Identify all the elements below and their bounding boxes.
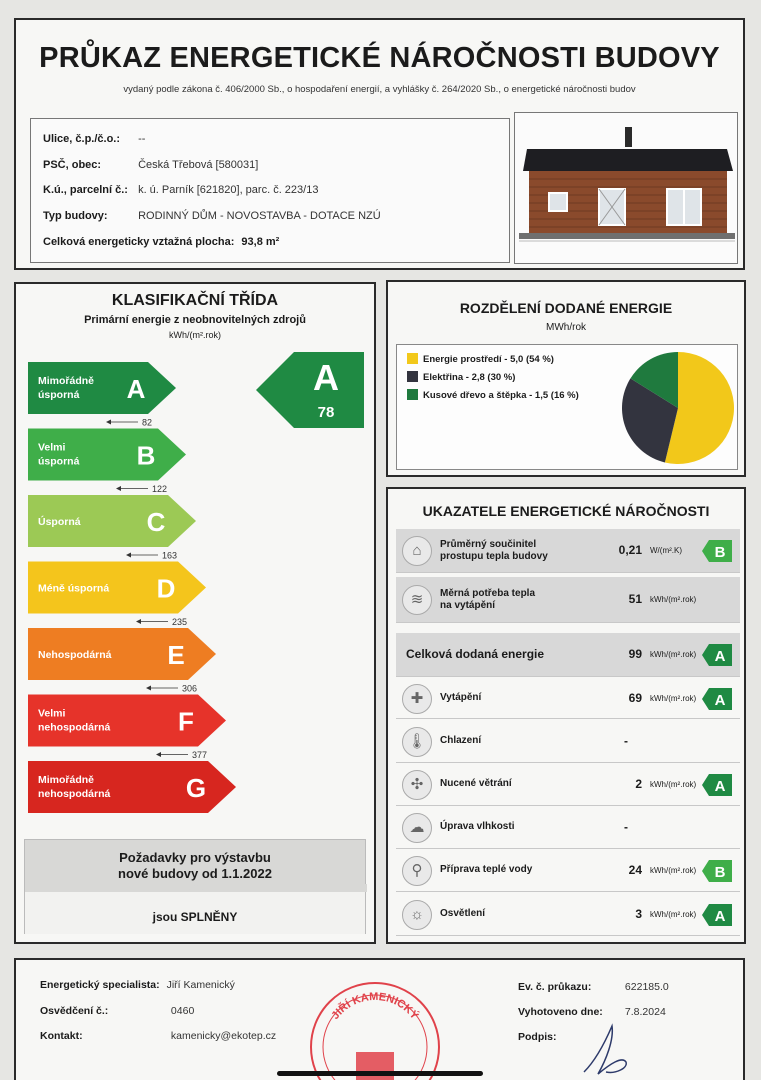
class-label: úsporná [38,389,80,401]
registration-value: 622185.0 [624,981,669,993]
indicator-class-badge [702,540,732,562]
city-value: Česká Třebová [580031] [138,159,259,171]
legend-item-wood [407,389,579,401]
stamp-text: JIŘÍ KAMENICKÝ [329,990,421,1022]
class-arrow-e [28,628,216,680]
class-letter: A [126,374,146,404]
building-type-value: RODINNÝ DŮM - NOVOSTAVBA - DOTACE NZÚ [138,210,381,222]
certificate-footer [14,958,745,1080]
indicator-unit: W/(m².K) [650,546,682,555]
indicator-row [396,807,740,849]
issue-date-row [518,1006,666,1018]
indicator-label-line: Osvětlení [440,908,486,919]
signature-row [518,1031,557,1043]
indicator-unit: kWh/(m².rok) [650,910,697,919]
class-limit [106,418,152,428]
indicator-value: - [624,734,628,748]
specialist-value: Jiří Kamenický [166,979,235,991]
indicators-title: UKAZATELE ENERGETICKÉ NÁROČNOSTI [422,503,710,519]
parcel-value: k. ú. Parník [621820], parc. č. 223/13 [138,184,319,196]
indicator-unit: kWh/(m².rok) [650,866,697,875]
indicator-label [440,588,535,612]
legend-label: Elektřina - 2,8 (30 %) [423,372,516,383]
class-limit-value: 82 [142,417,153,428]
class-label: Velmi [38,707,66,720]
class-arrow-g [28,761,236,813]
issue-date-label: Vyhotoveno dne: [518,1006,603,1018]
indicator-unit: kWh/(m².rok) [650,694,697,703]
classification-panel [14,282,376,944]
specialist-row [40,979,235,991]
indicator-class-letter: A [714,908,726,925]
class-letter: C [146,507,166,537]
result-class-arrow [256,352,364,428]
class-label: Nehospodárná [38,649,112,661]
specialist-stamp [308,980,442,1080]
heat-demand-icon: ≋ [402,585,432,615]
class-letter: F [178,706,194,737]
lightbulb-icon: ☼ [402,900,432,930]
indicator-class-letter: A [714,692,726,709]
document-subtitle: vydaný podle zákona č. 406/2000 Sb., o hospodaření energií, a vyhlášky č. 264/2020 Sb., o energetické náročnosti budov [123,84,636,95]
energy-class-scale [16,284,374,839]
certificate-number-row [40,1005,194,1017]
indicator-label-line: Vytápění [440,692,482,703]
indicator-label [440,692,481,704]
legend-swatch [407,389,418,400]
class-arrow-c [28,495,196,547]
certificate-number-label: Osvědčení č.: [40,1005,109,1017]
class-letter: B [136,440,156,471]
legend-label: Energie prostředí - 5,0 (54 %) [423,354,554,365]
indicator-label-line: Měrná potřeba tepla [440,588,536,599]
contact-label: Kontakt: [40,1030,83,1042]
indicator-row [396,764,740,806]
distribution-pie [619,349,737,467]
fan-icon: ✣ [402,770,432,800]
street-row [43,133,145,145]
class-label: Úsporná [38,516,81,528]
address-panel [30,118,510,263]
indicator-row [396,679,740,719]
home-indicator [277,1071,483,1076]
indicator-label-line: Průměrný součinitel [440,539,537,550]
building-type-row [43,210,381,222]
class-limit [156,750,207,760]
house-icon: ⌂ [402,536,432,566]
legend-item-electricity [407,371,515,383]
class-letter: G [185,773,207,803]
legend-item-environment [407,353,554,365]
class-limit-value: 163 [162,550,178,561]
requirements-box [24,839,366,934]
class-label: nehospodárná [38,721,111,734]
area-label: Celková energeticky vztažná plocha: [43,236,235,248]
contact-value: kamenicky@ekotep.cz [170,1030,277,1042]
indicator-unit: kWh/(m².rok) [650,780,697,789]
indicator-class-badge [702,644,732,666]
indicator-label [440,864,532,876]
requirements-title-line2: nové budovy od 1.1.2022 [118,866,272,881]
indicator-class-badge [702,860,732,882]
indicator-value: 69 [628,691,642,705]
class-limit-value: 306 [182,683,198,694]
indicator-row [396,850,740,892]
indicators-panel [386,487,746,944]
legend-label: Kusové dřevo a štěpka - 1,5 (16 %) [423,390,579,401]
area-row [43,236,279,248]
signature-label: Podpis: [518,1031,557,1043]
city-label: PSČ, obec: [43,159,102,171]
indicator-row [396,721,740,763]
area-value: 93,8 m² [241,236,280,248]
class-limit-value: 122 [152,484,168,494]
indicator-row [396,894,740,936]
indicator-value: 2 [635,777,642,791]
registration-row [518,981,669,993]
class-arrow-a [28,362,176,414]
class-label: Mimořádně [38,774,95,786]
contact-row [40,1030,276,1042]
legend-swatch [407,353,418,364]
parcel-label: K.ú., parcelní č.: [43,184,128,196]
distribution-chart [396,344,738,470]
class-arrow-b [28,429,186,481]
result-arrow-shape [256,352,364,428]
class-arrow-shape [28,695,226,747]
indicator-label [406,648,544,660]
indicator-class-badge [702,774,732,796]
class-letter: E [167,640,185,670]
indicator-row [396,633,740,677]
distribution-title: ROZDĚLENÍ DODANÉ ENERGIE [459,300,673,316]
energy-distribution-panel [386,280,746,477]
indicator-value: - [624,820,628,834]
class-limit [136,617,187,627]
class-limit [116,484,167,494]
classification-unit: kWh/(m².rok) [169,330,221,340]
indicator-label-line: Nucené větrání [440,778,512,789]
indicator-row [396,577,740,623]
registration-label: Ev. č. průkazu: [518,981,592,993]
indicator-class-letter: A [714,778,726,795]
class-label: Mimořádně [38,375,95,387]
requirements-status: jsou SPLNĚNY [152,910,238,924]
indicator-row [396,529,740,573]
class-arrow-f [28,695,226,747]
svg-text:JIŘÍ KAMENICKÝ [329,991,421,1022]
classification-subtitle: Primární energie z neobnovitelných zdrojů [84,314,306,326]
indicator-value: 0,21 [618,543,642,557]
humidity-icon: ☁ [402,813,432,843]
result-class-letter: A [313,357,339,398]
indicator-class-letter: A [714,648,726,665]
classification-title: KLASIFIKAČNÍ TŘÍDA [111,292,279,309]
issue-date-value: 7.8.2024 [624,1006,666,1018]
heating-icon: ✚ [402,684,432,714]
class-limit-value: 377 [192,750,208,760]
indicator-label [440,778,512,790]
indicator-label-line: Chlazení [440,735,482,746]
indicator-label-line: prostupu tepla budovy [440,551,548,562]
indicator-unit: kWh/(m².rok) [650,595,697,604]
thermometer-icon: 🌡 [402,727,432,757]
street-value: -- [138,133,146,145]
indicator-label [440,908,485,920]
city-row [43,159,258,171]
indicator-value: 99 [628,647,642,661]
class-arrow-shape [28,429,186,481]
indicator-label [440,539,548,563]
requirements-title [25,850,365,882]
house-illustration [514,112,738,264]
indicator-label-line: Příprava teplé vody [440,864,533,875]
building-type-label: Typ budovy: [43,210,108,222]
indicator-value: 51 [628,592,642,606]
street-label: Ulice, č.p./č.o.: [43,133,121,145]
indicator-class-letter: B [714,864,726,881]
indicator-class-letter: B [714,544,726,561]
indicator-unit: kWh/(m².rok) [650,650,697,659]
signature-mark [576,1020,636,1080]
specialist-label: Energetický specialista: [40,979,160,991]
distribution-unit: MWh/rok [546,322,586,333]
indicator-class-badge [702,688,732,710]
indicator-label-line: na vytápění [440,600,496,611]
indicator-label-line: Úprava vlhkosti [440,821,515,832]
class-limit [146,684,197,694]
class-limit [126,551,177,561]
class-label: Velmi [38,441,66,454]
class-label: Méně úsporná [38,582,110,595]
water-tap-icon: ⚲ [402,856,432,886]
certificate-number-value: 0460 [170,1005,195,1017]
class-letter: D [156,573,176,604]
indicator-label-line: Celková dodaná energie [406,647,545,661]
certificate-header [14,18,745,270]
legend-swatch [407,371,418,382]
indicator-label [440,821,514,833]
indicator-value: 3 [635,907,642,921]
parcel-row [43,184,318,196]
class-label: nehospodárná [38,788,111,800]
indicator-label [440,735,481,747]
result-class-value: 78 [317,404,335,421]
document-title: PRŮKAZ ENERGETICKÉ NÁROČNOSTI BUDOVY [39,42,720,74]
indicator-value: 24 [628,863,642,877]
class-label: úsporná [38,455,80,468]
class-arrow-d [28,562,206,614]
class-arrow-shape [28,362,176,414]
requirements-title-line1: Požadavky pro výstavbu [119,850,271,865]
indicator-class-badge [702,904,732,926]
class-limit-value: 235 [172,617,188,627]
